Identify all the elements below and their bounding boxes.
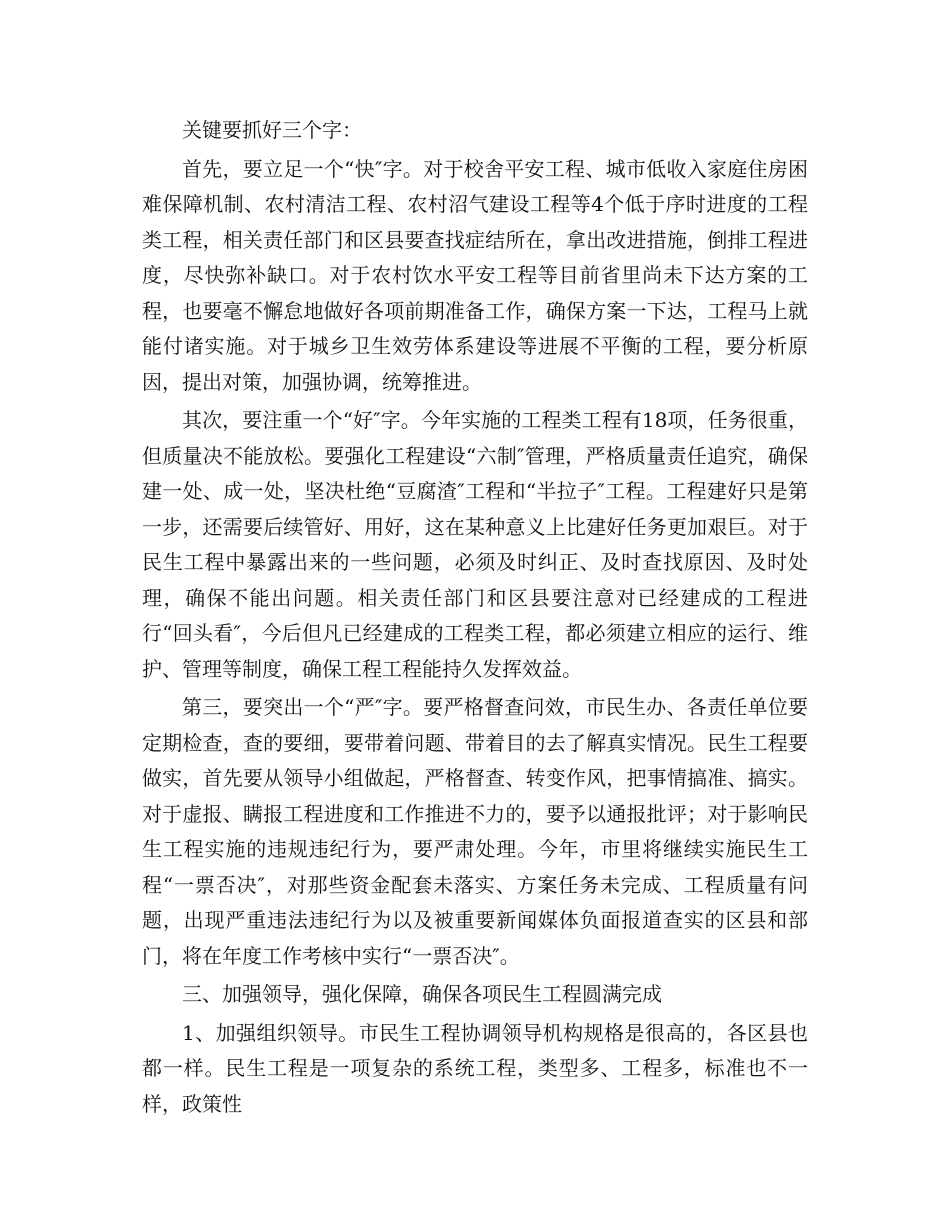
paragraph-third-strict: 第三，要突出一个“严″字。要严格督查问效，市民生办、各责任单位要定期检查，查的要细，要带着问题、带着目的去了解真实情况。民生工程要做实，首先要从领导小组做起，严格督查、转变作风，把事情搞准、搞实。对于虚报、瞒报工程进度和工作推进不力的，要予以通报批评；对于影响民生工程实施的违规违纪行为，要严肃处理。今年，市里将继续实施民生工程“一票否决″，对那些资金配套未落实、方案任务未完成、工程质量有问题，出现严重违法违纪行为以及被重要新闻媒体负面报道查实的区县和部门，将在年度工作考核中实行“一票否决″。	[142, 695, 808, 968]
paragraph-first-fast: 首先，要立足一个“快″字。对于校舍平安工程、城市低收入家庭住房困难保障机制、农村清洁工程、农村沼气建设工程等4个低于序时进度的工程类工程，相关责任部门和区县要查找症结所在，拿出改进措施，倒排工程进度，尽快弥补缺口。对于农村饮水平安工程等目前省里尚未下达方案的工程，也要毫不懈怠地做好各项前期准备工作，确保方案一下达，工程马上就能付诸实施。对于城乡卫生效劳体系建设等进展不平衡的工程，要分析原因，提出对策，加强协调，统筹推进。	[142, 156, 808, 394]
section-heading-strengthen-leadership: 三、加强领导，强化保障，确保各项民生工程圆满完成	[182, 982, 662, 1006]
document-body	[142, 113, 808, 1125]
paragraph-organizational-leadership: 1、加强组织领导。市民生工程协调领导机构规格是很高的，各区县也都一样。民生工程是一项复杂的系统工程，类型多、工程多，标准也不一样，政策性	[142, 1020, 808, 1116]
paragraph-second-good: 其次，要注重一个“好″字。今年实施的工程类工程有18项，任务很重，但质量决不能放松。要强化工程建设“六制″管理，严格质量责任追究，确保建一处、成一处，坚决杜绝“豆腐渣″工程和“半拉子″工程。工程建好只是第一步，还需要后续管好、用好，这在某种意义上比建好任务更加艰巨。对于民生工程中暴露出来的一些问题，必须及时纠正、及时查找原因、及时处理，确保不能出问题。相关责任部门和区县要注意对已经建成的工程进行“回头看″，今后但凡已经建成的工程类工程，都必须建立相应的运行、维护、管理等制度，确保工程工程能持久发挥效益。	[142, 408, 808, 681]
paragraph-key-three-words: 关键要抓好三个字：	[182, 118, 362, 142]
